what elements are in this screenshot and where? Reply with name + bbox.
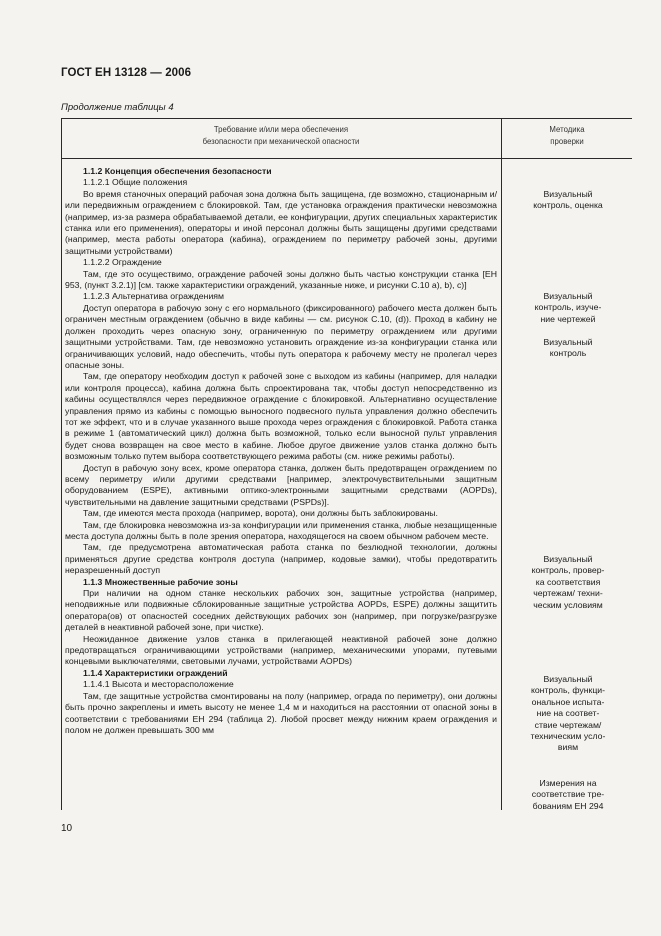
method-line: чертежам/ техни- — [533, 588, 603, 599]
requirement-paragraph: Во время станочных операций рабочая зона должна быть защищена, где возможно, стационарным и/или передвижным ограждением с блокировкой. Там, где установка ограждения практически невозможна (например, из-за размера обрабатываемой детали, ее конфигурации, других специальных характеристик станка или его применения), операторы и иной персонал должны быть защищены другими средствами (например, места работы оператора (кабина), ограждением по периметру рабочей зоны, другими защитными устройствами) — [65, 188, 497, 256]
method-line: ческим условиям — [533, 599, 603, 610]
subsection-heading: 1.1.2.3 Альтернатива ограждениям — [83, 291, 224, 302]
method-line: Визуальный — [543, 337, 593, 347]
requirement-paragraph: Там, где предусмотрена автоматическая работа станка по безлюдной технологии, должны применяться другие средства контроля доступа (например, кодовые замки), чтобы предотвратить неразрешенный доступ — [65, 542, 497, 576]
col-header-method-line: Методика — [549, 125, 585, 134]
method-cell — [507, 554, 629, 611]
method-line: ние на соответ- — [536, 708, 600, 719]
method-cell — [507, 189, 629, 212]
col-header-requirement-line: безопасности при механической опасности — [202, 137, 360, 146]
method-line: контроль, оценка — [533, 200, 603, 211]
method-line: Визуальный — [543, 291, 593, 301]
method-line: ствие чертежам/ — [534, 719, 602, 730]
requirement-paragraph: Там, где оператору необходим доступ к рабочей зоне с выходом из кабины (например, для наладки или контроля процесса), кабина должна быть спроектирована так, чтобы доступ непосредственно из кабины осуществлялся через передвижное ограждение с блокировкой. Альтернативно осуществление управления прямо из кабины с помощью выносного подвесного пульта управления должно обеспечить тот же эффект, что и в случае указанного выше прохода через ограждения с блокировкой. Работа станка в режиме 1 (автоматический цикл) должна быть возможной, только если выносной пульт управления будет снова возвращен на свое место в кабине. Любое другое движение узлов станка должно быть возможным только путем выбора соответствующего режима работы (см. ниже режимы работы). — [65, 371, 497, 462]
requirement-paragraph: Там, где блокировка невозможна из-за конфигурации или применения станка, любые незащищенные места доступа должны быть в поле зрения оператора, находящегося на своем обычном рабочем месте. — [65, 519, 497, 541]
method-line: ка соответствия — [535, 576, 601, 587]
method-line: контроль, функци- — [530, 685, 606, 696]
requirement-paragraph: При наличии на одном станке нескольких рабочих зон, защитные устройства (например, неподвижные или подвижные сблокированные защитные устройства AOPDs, ESPE) должны защитить оператора(ов) от опасностей соседних действующих рабочих зон (например, при погрузке/разгрузке деталей в неактивной рабочей зоне, при чистке). — [65, 588, 497, 633]
method-cell — [507, 291, 629, 325]
method-line: Визуальный — [543, 674, 593, 684]
column-divider — [501, 118, 502, 810]
method-line: контроль, провер- — [531, 565, 605, 576]
requirements-table — [61, 118, 632, 810]
page-number: 10 — [61, 823, 73, 834]
method-line: контроль, изуче- — [534, 302, 602, 313]
requirement-paragraph: Неожиданное движение узлов станка в прилегающей неактивной рабочей зоне должно предотвращаться ограничивающими устройствами (например, механическими упорами, путевыми концевыми выключателями, световыми лучами, устройствами AOPDs) — [65, 633, 497, 667]
col-header-requirement-line: Требование и/или мера обеспечения — [213, 125, 349, 134]
col-header-method — [502, 124, 632, 148]
subsection-heading: 1.1.2.2 Ограждение — [83, 257, 162, 268]
method-line: виям — [557, 742, 579, 753]
method-cell — [507, 778, 629, 812]
method-line: контроль — [549, 348, 587, 359]
method-line: Измерения на — [539, 778, 597, 788]
method-line: Визуальный — [543, 554, 593, 564]
subsection-heading: 1.1.4.1 Высота и месторасположение — [83, 679, 234, 690]
method-cell — [507, 337, 629, 360]
method-line: бованиям ЕН 294 — [532, 800, 604, 811]
document-code: ГОСТ ЕН 13128 — 2006 — [61, 67, 192, 79]
header-bottom-border — [61, 158, 632, 159]
method-line: ональное испыта- — [531, 696, 605, 707]
section-heading: 1.1.2 Концепция обеспечения безопасности — [83, 166, 272, 176]
requirement-paragraph: Там, где это осуществимо, ограждение рабочей зоны должно быть частью конструкции станка [ЕН 953, (пункт 3.2.1)] [см. также характеристики ограждений, указанные ниже, и рисунки С.10 а), b), c)] — [65, 268, 497, 291]
table-top-border — [61, 118, 632, 119]
col-header-method-line: проверки — [550, 137, 584, 146]
col-header-requirement — [61, 124, 501, 148]
requirement-paragraph: Доступ оператора в рабочую зону с его нормального (фиксированного) рабочего места должен быть ограничен местным ограждением (обычно в виде кабины — см. рисунок С.10, (d)). Проход в кабину не должен проходить через опасную зону, ограниченную по периметру ограждением или другими защитными устройствами. Там, где невозможно установить ограждение из-за конфигурации станка или ограничивающих условий, надо обеспечить, чтобы путь оператора к рабочему месту не пролегал через опасные зоны. — [65, 302, 497, 370]
requirement-paragraph: Там, где имеются места прохода (например, ворота), они должны быть заблокированы. — [83, 508, 438, 519]
method-line: ние чертежей — [540, 313, 596, 324]
subsection-heading: 1.1.2.1 Общие положения — [83, 177, 188, 188]
requirement-paragraph: Там, где защитные устройства смонтированы на полу (например, ограда по периметру), они должны быть прочно закреплены и иметь высоту не менее 1,4 м и находиться на расстоянии от опасной зоны в соответствии с требованиями ЕН 294 (таблица 2). Любой просвет между нижним краем ограждения и полом не должен превышать 300 мм — [65, 690, 497, 735]
method-line: техническим усло- — [530, 731, 606, 742]
requirements-column — [65, 166, 497, 736]
requirement-paragraph: Доступ в рабочую зону всех, кроме оператора станка, должен быть предотвращен ограждением по всему периметру и/или другими средствами [например, электрочувствительными защитным оборудованием (ESPE), активными оптико-электронными защитными средствами (AOPDs), чувствительными на давление защитными средствами (PSPDs)]. — [65, 462, 497, 507]
method-line: Визуальный — [543, 189, 593, 199]
method-cell — [507, 674, 629, 754]
section-heading: 1.1.4 Характеристики ограждений — [83, 667, 228, 678]
table-caption: Продолжение таблицы 4 — [61, 102, 174, 113]
method-line: соответствие тре- — [531, 789, 605, 800]
section-heading: 1.1.3 Множественные рабочие зоны — [83, 576, 238, 587]
table-left-border — [61, 118, 62, 810]
